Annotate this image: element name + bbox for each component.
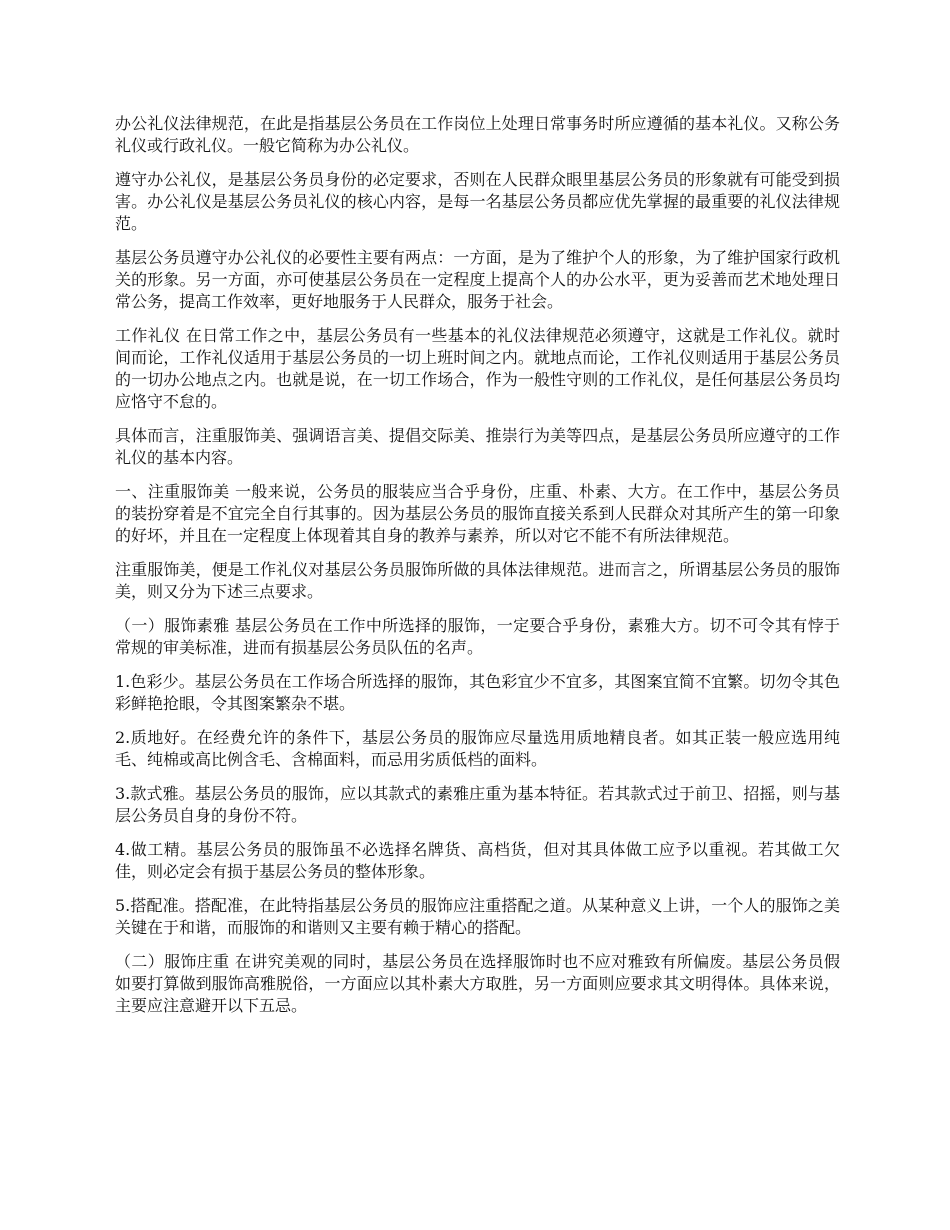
paragraph-item-4: 4.做工精。基层公务员的服饰虽不必选择名牌货、高档货，但对其具体做工应予以重视。若其做工欠佳，则必定会有损于基层公务员的整体形象。 xyxy=(115,840,840,881)
paragraph-item-1: 1.色彩少。基层公务员在工作场合所选择的服饰，其色彩宜少不宜多，其图案宜简不宜繁。切勿令其色彩鲜艳抢眼，令其图案繁杂不堪。 xyxy=(115,672,840,713)
paragraph-attire-beauty: 注重服饰美，便是工作礼仪对基层公务员服饰所做的具体法律规范。进而言之，所谓基层公务员的服饰美，则又分为下述三点要求。 xyxy=(115,560,840,601)
paragraph-item-2: 2.质地好。在经费允许的条件下，基层公务员的服饰应尽量选用质地精良者。如其正装一般应选用纯毛、纯棉或高比例含毛、含棉面料，而忌用劣质低档的面料。 xyxy=(115,728,840,769)
paragraph-item-3: 3.款式雅。基层公务员的服饰，应以其款式的素雅庄重为基本特征。若其款式过于前卫、招摇，则与基层公务员自身的身份不符。 xyxy=(115,784,840,825)
paragraph-item-5: 5.搭配准。搭配准，在此特指基层公务员的服饰应注重搭配之道。从某种意义上讲，一个人的服饰之美关键在于和谐，而服饰的和谐则又主要有赖于精心的搭配。 xyxy=(115,896,840,937)
paragraph-section-one: 一、注重服饰美 一般来说，公务员的服装应当合乎身份，庄重、朴素、大方。在工作中，基层公务员的装扮穿着是不宜完全自行其事的。因为基层公务员的服饰直接关系到人民群众对其所产生的第一印象的好坏，并且在一定程度上体现着其自身的教养与素养，所以对它不能不有所法律规范。 xyxy=(115,482,840,545)
paragraph-subsection-two: （二）服饰庄重 在讲究美观的同时，基层公务员在选择服饰时也不应对雅致有所偏废。基层公务员假如要打算做到服饰高雅脱俗，一方面应以其朴素大方取胜，另一方面则应要求其文明得体。具体来说，主要应注意避开以下五忌。 xyxy=(115,952,840,1015)
paragraph-subsection-one: （一）服饰素雅 基层公务员在工作中所选择的服饰，一定要合乎身份，素雅大方。切不可令其有悖于常规的审美标准，进而有损基层公务员队伍的名声。 xyxy=(115,616,840,657)
document-body xyxy=(115,113,840,1029)
paragraph-work-etiquette: 工作礼仪 在日常工作之中，基层公务员有一些基本的礼仪法律规范必须遵守，这就是工作礼仪。就时间而论，工作礼仪适用于基层公务员的一切上班时间之内。就地点而论，工作礼仪则适用于基层公务员的一切办公地点之内。也就是说，在一切工作场合，作为一般性守则的工作礼仪，是任何基层公务员均应恪守不怠的。 xyxy=(115,326,840,411)
paragraph-four-points: 具体而言，注重服饰美、强调语言美、提倡交际美、推崇行为美等四点，是基层公务员所应遵守的工作礼仪的基本内容。 xyxy=(115,426,840,467)
paragraph-requirement: 遵守办公礼仪，是基层公务员身份的必定要求，否则在人民群众眼里基层公务员的形象就有可能受到损害。办公礼仪是基层公务员礼仪的核心内容，是每一名基层公务员都应优先掌握的最重要的礼仪法律规范。 xyxy=(115,170,840,233)
paragraph-necessity: 基层公务员遵守办公礼仪的必要性主要有两点：一方面，是为了维护个人的形象，为了维护国家行政机关的形象。另一方面，亦可使基层公务员在一定程度上提高个人的办公水平，更为妥善而艺术地处理日常公务，提高工作效率，更好地服务于人民群众，服务于社会。 xyxy=(115,248,840,311)
paragraph-definition: 办公礼仪法律规范，在此是指基层公务员在工作岗位上处理日常事务时所应遵循的基本礼仪。又称公务礼仪或行政礼仪。一般它简称为办公礼仪。 xyxy=(115,114,840,155)
